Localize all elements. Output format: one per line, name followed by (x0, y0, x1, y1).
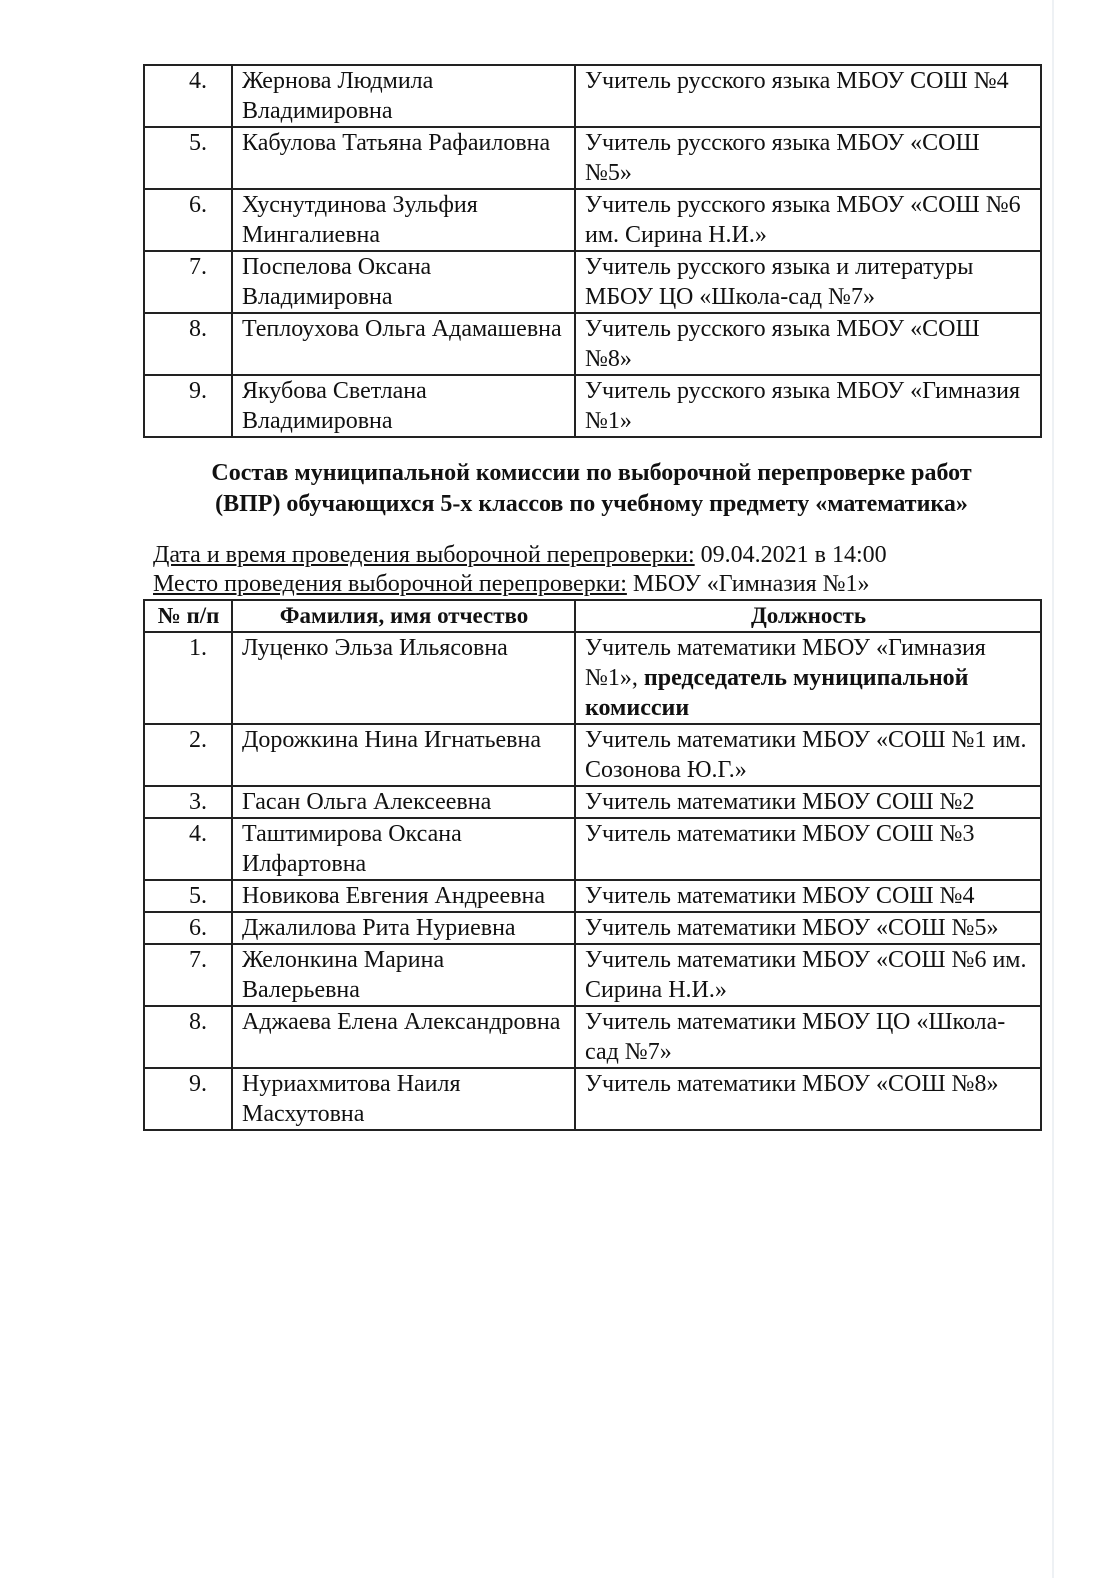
member-position: Учитель математики МБОУ ЦО «Школа-сад №7» (575, 1006, 1041, 1068)
member-position: Учитель русского языка МБОУ «СОШ №8» (575, 313, 1041, 375)
table-row (144, 944, 1041, 1006)
table-row (144, 1068, 1041, 1130)
row-number: 3. (144, 786, 232, 818)
member-position: Учитель русского языка МБОУ «Гимназия №1» (575, 375, 1041, 437)
table-row (144, 127, 1041, 189)
commission-table-russian-continued (143, 64, 1042, 438)
member-position: Учитель математики МБОУ СОШ №3 (575, 818, 1041, 880)
member-position: Учитель математики МБОУ СОШ №2 (575, 786, 1041, 818)
row-number: 6. (144, 912, 232, 944)
member-name: Якубова Светлана Владимировна (232, 375, 575, 437)
row-number: 4. (144, 65, 232, 127)
row-number: 1. (144, 632, 232, 724)
member-position: Учитель математики МБОУ «СОШ №6 им. Сирина Н.И.» (575, 944, 1041, 1006)
member-role-chairman: председатель муниципальной комиссии (585, 665, 969, 721)
member-name: Аджаева Елена Александровна (232, 1006, 575, 1068)
table-row (144, 724, 1041, 786)
member-position: Учитель русского языка МБОУ «СОШ №6 им. Сирина Н.И.» (575, 189, 1041, 251)
table-row (144, 880, 1041, 912)
review-place-line (153, 569, 1033, 599)
table-row (144, 65, 1041, 127)
table-row (144, 818, 1041, 880)
table-row (144, 1006, 1041, 1068)
review-date-label: Дата и время проведения выборочной перепроверки: (153, 542, 695, 568)
section-heading-line-2: (ВПР) обучающихся 5-х классов по учебному предмету «математика» (215, 491, 968, 517)
scan-edge-line (1052, 0, 1054, 1578)
table-row (144, 251, 1041, 313)
header-name: Фамилия, имя отчество (232, 600, 575, 632)
review-date-line (153, 540, 1033, 570)
member-name: Луценко Эльза Ильясовна (232, 632, 575, 724)
review-place-label: Место проведения выборочной перепроверки: (153, 571, 627, 597)
header-position: Должность (575, 600, 1041, 632)
row-number: 4. (144, 818, 232, 880)
member-name: Хуснутдинова Зульфия Мингалиевна (232, 189, 575, 251)
member-position: Учитель русского языка МБОУ СОШ №4 (575, 65, 1041, 127)
member-name: Нуриахмитова Наиля Масхутовна (232, 1068, 575, 1130)
table-header-row (144, 600, 1041, 632)
member-name: Джалилова Рита Нуриевна (232, 912, 575, 944)
member-name: Теплоухова Ольга Адамашевна (232, 313, 575, 375)
row-number: 9. (144, 1068, 232, 1130)
member-name: Гасан Ольга Алексеевна (232, 786, 575, 818)
row-number: 8. (144, 313, 232, 375)
member-name: Жернова Людмила Владимировна (232, 65, 575, 127)
member-position: Учитель русского языка МБОУ «СОШ №5» (575, 127, 1041, 189)
member-position: Учитель русского языка и литературы МБОУ ЦО «Школа-сад №7» (575, 251, 1041, 313)
row-number: 6. (144, 189, 232, 251)
row-number: 7. (144, 251, 232, 313)
member-position: Учитель математики МБОУ «СОШ №5» (575, 912, 1041, 944)
table-row (144, 313, 1041, 375)
row-number: 9. (144, 375, 232, 437)
table-row (144, 632, 1041, 724)
member-name: Дорожкина Нина Игнатьевна (232, 724, 575, 786)
table-row (144, 189, 1041, 251)
review-date-value: 09.04.2021 в 14:00 (694, 542, 887, 568)
member-name: Таштимирова Оксана Илфартовна (232, 818, 575, 880)
row-number: 5. (144, 880, 232, 912)
section-heading-line-1: Состав муниципальной комиссии по выборочной перепроверке работ (211, 460, 972, 486)
row-number: 2. (144, 724, 232, 786)
section-heading (143, 458, 1040, 520)
member-name: Новикова Евгения Андреевна (232, 880, 575, 912)
table-row (144, 912, 1041, 944)
header-number: № п/п (144, 600, 232, 632)
table-row (144, 786, 1041, 818)
member-name: Кабулова Татьяна Рафаиловна (232, 127, 575, 189)
member-name: Поспелова Оксана Владимировна (232, 251, 575, 313)
review-place-value: МБОУ «Гимназия №1» (626, 571, 870, 597)
member-name: Желонкина Марина Валерьевна (232, 944, 575, 1006)
member-position (575, 632, 1041, 724)
row-number: 8. (144, 1006, 232, 1068)
member-position-text: Учитель математики МБОУ «Гимназия №1», (585, 635, 986, 691)
member-position: Учитель математики МБОУ СОШ №4 (575, 880, 1041, 912)
commission-table-math (143, 599, 1042, 1131)
member-position: Учитель математики МБОУ «СОШ №8» (575, 1068, 1041, 1130)
table-row (144, 375, 1041, 437)
row-number: 5. (144, 127, 232, 189)
member-position: Учитель математики МБОУ «СОШ №1 им. Созонова Ю.Г.» (575, 724, 1041, 786)
row-number: 7. (144, 944, 232, 1006)
